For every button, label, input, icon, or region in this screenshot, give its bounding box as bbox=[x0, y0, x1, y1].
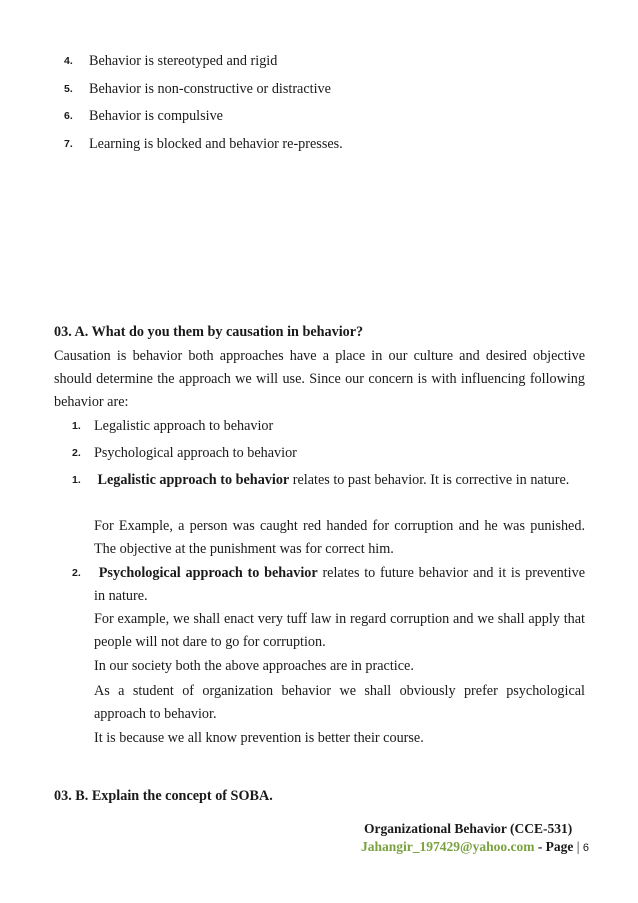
example-paragraph: It is because we all know prevention is better their course. bbox=[94, 730, 424, 746]
detail-term: Psychological approach to behavior bbox=[98, 565, 318, 581]
footer-course: Organizational Behavior (CCE-531) bbox=[364, 821, 573, 836]
section-heading: 03. A. What do you them by causation in behavior? bbox=[54, 324, 364, 340]
list-item: Psychological approach to behavior bbox=[94, 445, 297, 461]
detail-text: relates to past behavior. It is corrective in nature. bbox=[289, 472, 570, 488]
list-number: 4. bbox=[64, 55, 73, 67]
list-number: 6. bbox=[64, 110, 73, 122]
list-item: Learning is blocked and behavior re-presses. bbox=[89, 136, 343, 152]
detail-text: relates to future behavior and it is preventive in nature. bbox=[94, 565, 585, 604]
example-paragraph: As a student of organization behavior we shall obviously prefer psychological approach to behavior. bbox=[94, 683, 585, 722]
footer-separator: | bbox=[573, 839, 583, 854]
list-number: 7. bbox=[64, 138, 73, 150]
list-number: 1. bbox=[72, 474, 81, 486]
footer-line bbox=[361, 838, 589, 857]
list-number: 2. bbox=[72, 447, 81, 459]
intro-paragraph: Causation is behavior both approaches have a place in our culture and desired objective should determine the approach we will use. Since our concern is with influencing following behavior are: bbox=[54, 348, 585, 410]
example-paragraph: For example, we shall enact very tuff law in regard corruption and we shall apply that people will not dare to go for corruption. bbox=[94, 611, 585, 650]
detail-paragraph bbox=[94, 469, 585, 492]
section-heading: 03. B. Explain the concept of SOBA. bbox=[54, 788, 273, 804]
list-number: 2. bbox=[72, 567, 81, 579]
example-paragraph: In our society both the above approaches are in practice. bbox=[94, 658, 414, 674]
list-item: Behavior is stereotyped and rigid bbox=[89, 53, 278, 69]
list-number: 1. bbox=[72, 420, 81, 432]
footer-page-label: - Page bbox=[534, 839, 574, 854]
list-number: 5. bbox=[64, 83, 73, 95]
detail-term: Legalistic approach to behavior bbox=[97, 472, 290, 488]
list-item: Behavior is compulsive bbox=[89, 108, 223, 124]
example-paragraph: For Example, a person was caught red handed for corruption and he was punished. The objective at the punishment was for correct him. bbox=[94, 518, 585, 557]
list-item: Behavior is non-constructive or distractive bbox=[89, 81, 331, 97]
footer-page-number: 6 bbox=[582, 842, 589, 854]
footer-email: Jahangir_197429@yahoo.com bbox=[361, 839, 535, 854]
detail-paragraph bbox=[94, 562, 585, 607]
list-item: Legalistic approach to behavior bbox=[94, 418, 274, 434]
